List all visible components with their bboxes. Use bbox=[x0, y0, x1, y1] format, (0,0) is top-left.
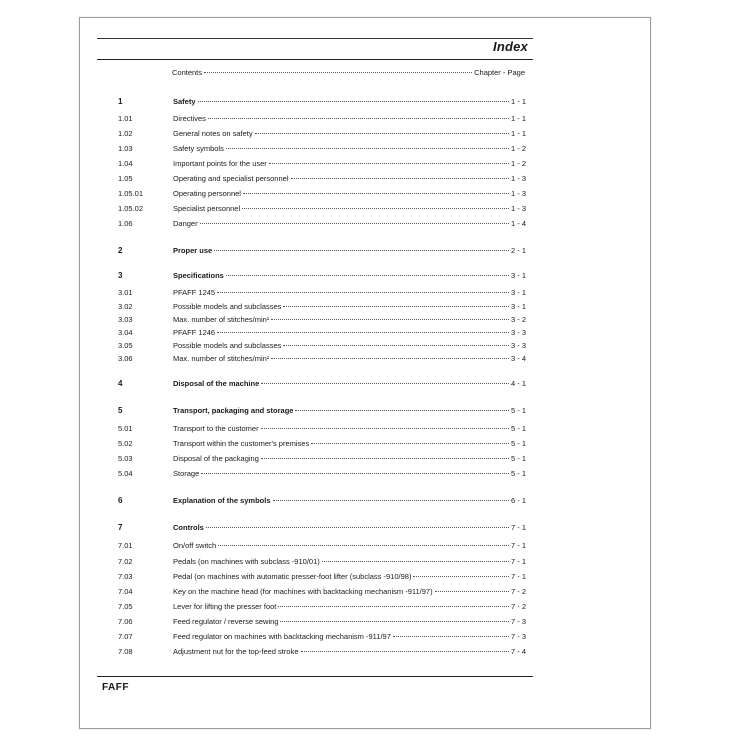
toc-page-ref: 1 - 2 bbox=[510, 144, 526, 153]
leader-dots bbox=[413, 576, 509, 577]
toc-row bbox=[118, 144, 526, 153]
document-page bbox=[79, 17, 651, 729]
toc-row bbox=[118, 469, 526, 478]
leader-dots bbox=[204, 72, 472, 73]
toc-page-ref: 3 - 3 bbox=[510, 341, 526, 350]
toc-page-ref: 1 - 3 bbox=[510, 189, 526, 198]
toc-page-ref: 1 - 2 bbox=[510, 159, 526, 168]
toc-title: Important points for the user bbox=[173, 159, 267, 168]
toc-row bbox=[118, 424, 526, 433]
toc-title: Controls bbox=[173, 523, 204, 532]
toc-number: 5.01 bbox=[118, 424, 133, 433]
toc-row bbox=[118, 454, 526, 463]
toc-number: 7.04 bbox=[118, 587, 133, 596]
leader-dots bbox=[261, 458, 509, 459]
toc-page-ref: 5 - 1 bbox=[510, 469, 526, 478]
toc-page-ref: 3 - 3 bbox=[510, 328, 526, 337]
toc-number: 6 bbox=[118, 496, 123, 505]
leader-dots bbox=[393, 636, 509, 637]
toc-page-ref: 1 - 1 bbox=[510, 114, 526, 123]
toc-row bbox=[118, 647, 526, 656]
toc-number: 7.05 bbox=[118, 602, 133, 611]
toc-row bbox=[118, 129, 526, 138]
toc-number: 5.03 bbox=[118, 454, 133, 463]
toc-page-ref: 7 - 1 bbox=[510, 523, 526, 532]
toc-page-ref: 5 - 1 bbox=[510, 424, 526, 433]
toc-title: PFAFF 1245 bbox=[173, 288, 216, 297]
toc-title: Safety symbols bbox=[173, 144, 224, 153]
toc-page-ref: 3 - 2 bbox=[510, 315, 526, 324]
toc-row bbox=[118, 587, 526, 596]
leader-dots bbox=[261, 383, 509, 384]
leader-dots bbox=[261, 428, 509, 429]
toc-title: Specialist personnel bbox=[173, 204, 241, 213]
leader-dots bbox=[273, 500, 509, 501]
toc-row bbox=[118, 354, 526, 363]
toc-row bbox=[118, 541, 526, 550]
toc-page-ref: 7 - 4 bbox=[510, 647, 526, 656]
toc-page-ref: 7 - 1 bbox=[510, 557, 526, 566]
toc-page-ref: 3 - 1 bbox=[510, 302, 526, 311]
toc-page-ref: 5 - 1 bbox=[510, 454, 526, 463]
toc-row bbox=[118, 602, 526, 611]
toc-number: 1.02 bbox=[118, 129, 133, 138]
toc-page-ref: 1 - 3 bbox=[510, 174, 526, 183]
toc-number: 3.02 bbox=[118, 302, 133, 311]
toc-page-ref: 7 - 3 bbox=[510, 617, 526, 626]
toc-page-ref: 1 - 3 bbox=[510, 204, 526, 213]
toc-title: Operating personnel bbox=[173, 189, 241, 198]
contents-label: Contents bbox=[172, 68, 203, 77]
toc-page-ref: 2 - 1 bbox=[510, 246, 526, 255]
toc-chapter-row bbox=[118, 496, 526, 505]
toc-row bbox=[118, 288, 526, 297]
leader-dots bbox=[291, 178, 509, 179]
toc-title: On/off switch bbox=[173, 541, 217, 550]
toc-title: Max. number of stitches/min¹ bbox=[173, 354, 270, 363]
toc-number: 7.07 bbox=[118, 632, 133, 641]
toc-chapter-row bbox=[118, 97, 526, 106]
toc-number: 1 bbox=[118, 97, 123, 106]
toc-page-ref: 3 - 4 bbox=[510, 354, 526, 363]
toc-page-ref: 3 - 1 bbox=[510, 271, 526, 280]
toc-number: 1.03 bbox=[118, 144, 133, 153]
leader-dots bbox=[301, 651, 509, 652]
toc-page-ref: 7 - 1 bbox=[510, 541, 526, 550]
toc-number: 2 bbox=[118, 246, 123, 255]
leader-dots bbox=[271, 358, 509, 359]
toc-page-ref: 1 - 4 bbox=[510, 219, 526, 228]
toc-number: 7.06 bbox=[118, 617, 133, 626]
top-rule bbox=[97, 38, 533, 39]
toc-row bbox=[118, 174, 526, 183]
toc-number: 4 bbox=[118, 379, 123, 388]
leader-dots bbox=[218, 545, 509, 546]
title-rule bbox=[97, 59, 533, 60]
toc-chapter-row bbox=[118, 523, 526, 532]
toc-number: 3.03 bbox=[118, 315, 133, 324]
toc-chapter-row bbox=[118, 246, 526, 255]
leader-dots bbox=[217, 292, 509, 293]
toc-title: Max. number of stitches/min¹ bbox=[173, 315, 270, 324]
leader-dots bbox=[283, 306, 509, 307]
toc-number: 1.05.01 bbox=[118, 189, 144, 198]
chapter-page-label: Chapter - Page bbox=[474, 68, 525, 77]
toc-number: 7.01 bbox=[118, 541, 133, 550]
leader-dots bbox=[208, 118, 509, 119]
toc-number: 1.05.02 bbox=[118, 204, 144, 213]
toc-row bbox=[118, 557, 526, 566]
leader-dots bbox=[201, 473, 509, 474]
toc-title: Explanation of the symbols bbox=[173, 496, 271, 505]
toc-number: 5 bbox=[118, 406, 123, 415]
toc-title: General notes on safety bbox=[173, 129, 253, 138]
toc-number: 1.04 bbox=[118, 159, 133, 168]
toc-page-ref: 6 - 1 bbox=[510, 496, 526, 505]
toc-title: Danger bbox=[173, 219, 198, 228]
toc-title: Safety bbox=[173, 97, 196, 106]
toc-row bbox=[118, 328, 526, 337]
leader-dots bbox=[214, 250, 509, 251]
toc-page-ref: 7 - 2 bbox=[510, 602, 526, 611]
toc-title: Storage bbox=[173, 469, 200, 478]
toc-number: 5.04 bbox=[118, 469, 133, 478]
toc-title: Disposal of the packaging bbox=[173, 454, 259, 463]
toc-title: Transport within the customer's premises bbox=[173, 439, 310, 448]
toc-title: Specifications bbox=[173, 271, 224, 280]
toc-row bbox=[118, 617, 526, 626]
leader-dots bbox=[226, 275, 509, 276]
toc-row bbox=[118, 572, 526, 581]
toc-page-ref: 7 - 1 bbox=[510, 572, 526, 581]
toc-title: Disposal of the machine bbox=[173, 379, 260, 388]
leader-dots bbox=[283, 345, 509, 346]
toc-number: 3 bbox=[118, 271, 123, 280]
leader-dots bbox=[322, 561, 509, 562]
toc-title: Possible models and subclasses bbox=[173, 302, 282, 311]
toc-row bbox=[118, 341, 526, 350]
toc-number: 3.04 bbox=[118, 328, 133, 337]
toc-number: 5.02 bbox=[118, 439, 133, 448]
toc-row bbox=[118, 302, 526, 311]
toc-number: 7 bbox=[118, 523, 123, 532]
toc-page-ref: 7 - 2 bbox=[510, 587, 526, 596]
toc-chapter-row bbox=[118, 271, 526, 280]
leader-dots bbox=[255, 133, 509, 134]
leader-dots bbox=[269, 163, 509, 164]
toc-number: 1.01 bbox=[118, 114, 133, 123]
toc-title: Transport to the customer bbox=[173, 424, 259, 433]
toc-title: Pedal (on machines with automatic presser-foot lifter (subclass -910/98) bbox=[173, 572, 412, 581]
footer-rule bbox=[97, 676, 533, 677]
leader-dots bbox=[278, 606, 509, 607]
leader-dots bbox=[295, 410, 509, 411]
leader-dots bbox=[243, 193, 509, 194]
toc-number: 7.03 bbox=[118, 572, 133, 581]
page-title: Index bbox=[493, 39, 528, 54]
toc-row bbox=[118, 315, 526, 324]
toc-row bbox=[118, 632, 526, 641]
toc-title: Pedals (on machines with subclass -910/01) bbox=[173, 557, 320, 566]
toc-page-ref: 5 - 1 bbox=[510, 439, 526, 448]
leader-dots bbox=[200, 223, 509, 224]
toc-title: Possible models and subclasses bbox=[173, 341, 282, 350]
toc-title: Lever for lifting the presser foot bbox=[173, 602, 277, 611]
toc-title: Key on the machine head (for machines with backtacking mechanism -911/97) bbox=[173, 587, 433, 596]
toc-number: 7.02 bbox=[118, 557, 133, 566]
leader-dots bbox=[226, 148, 509, 149]
toc-number: 3.05 bbox=[118, 341, 133, 350]
toc-number: 3.06 bbox=[118, 354, 133, 363]
toc-title: Operating and specialist personnel bbox=[173, 174, 289, 183]
toc-title: Transport, packaging and storage bbox=[173, 406, 294, 415]
toc-title: Feed regulator / reverse sewing bbox=[173, 617, 279, 626]
toc-number: 7.08 bbox=[118, 647, 133, 656]
leader-dots bbox=[206, 527, 509, 528]
brand-logo: FAFF bbox=[102, 682, 129, 693]
toc-title: PFAFF 1246 bbox=[173, 328, 216, 337]
leader-dots bbox=[242, 208, 509, 209]
leader-dots bbox=[311, 443, 509, 444]
leader-dots bbox=[198, 101, 509, 102]
toc-title: Adjustment nut for the top-feed stroke bbox=[173, 647, 299, 656]
toc-number: 1.06 bbox=[118, 219, 133, 228]
toc-row bbox=[118, 204, 526, 213]
leader-dots bbox=[280, 621, 509, 622]
toc-number: 1.05 bbox=[118, 174, 133, 183]
toc-number: 3.01 bbox=[118, 288, 133, 297]
toc-row bbox=[118, 159, 526, 168]
toc-page-ref: 7 - 3 bbox=[510, 632, 526, 641]
toc-page-ref: 5 - 1 bbox=[510, 406, 526, 415]
leader-dots bbox=[271, 319, 509, 320]
toc-page-ref: 1 - 1 bbox=[510, 129, 526, 138]
contents-header bbox=[172, 68, 525, 77]
toc-row bbox=[118, 219, 526, 228]
leader-dots bbox=[217, 332, 509, 333]
toc-title: Directives bbox=[173, 114, 206, 123]
toc-page-ref: 3 - 1 bbox=[510, 288, 526, 297]
toc-title: Feed regulator on machines with backtacking mechanism -911/97 bbox=[173, 632, 391, 641]
toc-row bbox=[118, 439, 526, 448]
toc-row bbox=[118, 114, 526, 123]
toc-page-ref: 1 - 1 bbox=[510, 97, 526, 106]
toc-title: Proper use bbox=[173, 246, 213, 255]
toc-row bbox=[118, 189, 526, 198]
toc-page-ref: 4 - 1 bbox=[510, 379, 526, 388]
toc-chapter-row bbox=[118, 406, 526, 415]
leader-dots bbox=[435, 591, 509, 592]
toc-chapter-row bbox=[118, 379, 526, 388]
